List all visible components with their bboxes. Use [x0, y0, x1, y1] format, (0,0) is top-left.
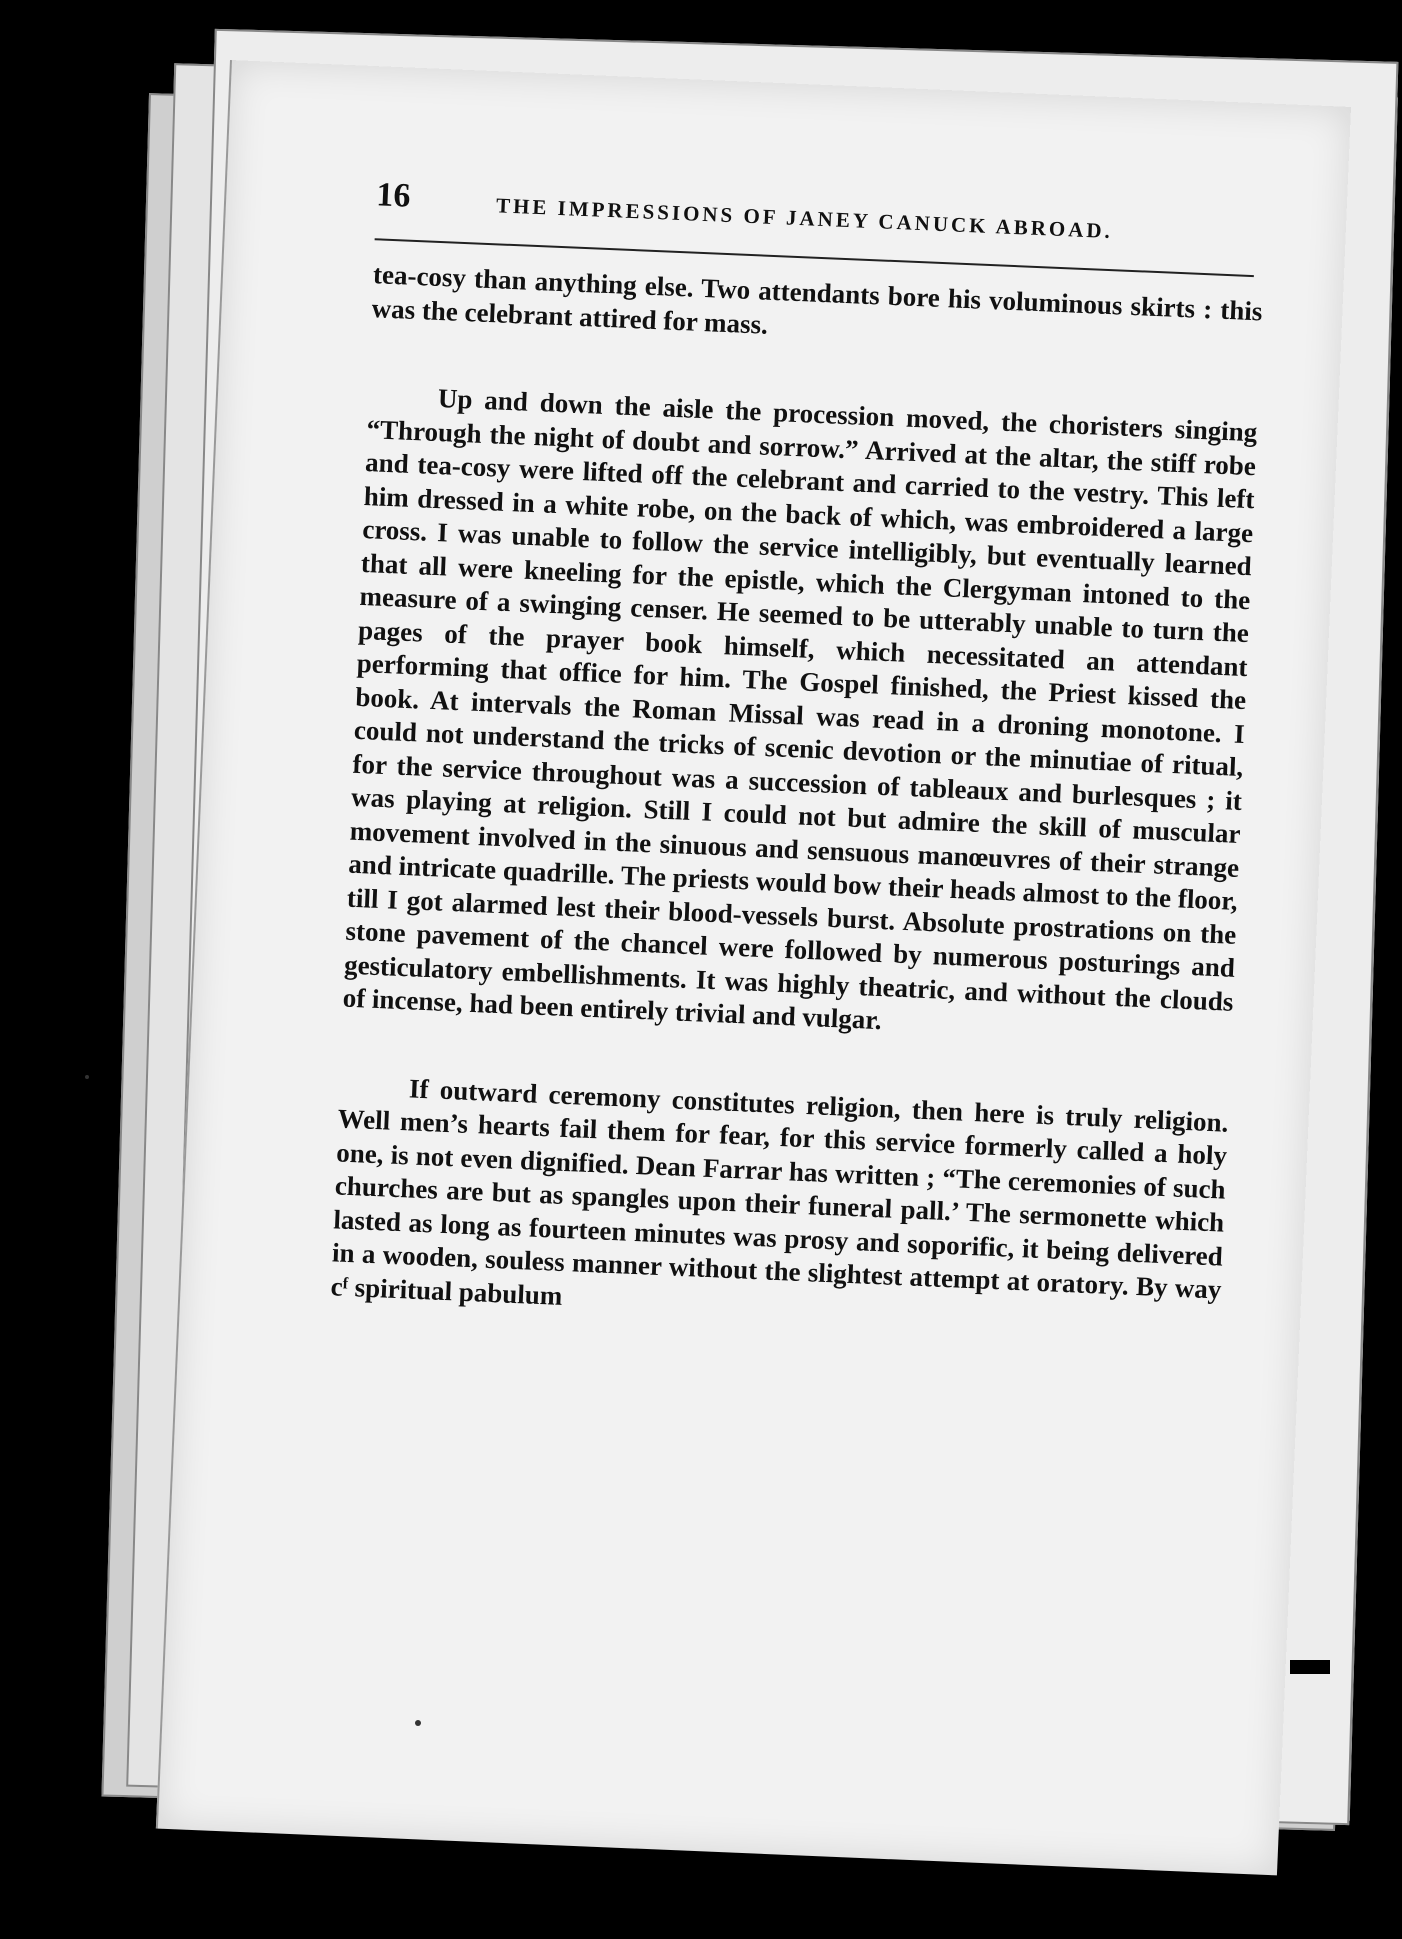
- page-clip-mark: [1290, 1660, 1330, 1674]
- ink-speck: [85, 1075, 89, 1079]
- ink-speck: [415, 1720, 421, 1726]
- running-head: THE IMPRESSIONS OF JANEY CANUCK ABROAD.: [495, 193, 1114, 244]
- body-text: [328, 258, 1263, 1394]
- book-page: [156, 60, 1351, 1875]
- paragraph-continuation: tea-cosy than anything else. Two attendants bore his voluminous skirts : this was the celebrant attired for mass.: [371, 259, 1264, 340]
- paragraph-procession: Up and down the aisle the procession moved, the choristers singing “Through the night of doubt and sorrow.” Arrived at the altar, the stiff robe and tea-cosy were lifted off the celebrant and carried to the vestry. This left him dressed in a white robe, on the back of which, was embroidered a large cross. I was unable to follow the service intelligibly, but eventually learned that all were kneeling for the epistle, which the Clergyman intoned to the measure of a swinging censer. He seemed to be utterably unable to turn the pages of the prayer book himself, which necessitated an attendant performing that office for him. The Gospel finished, the Priest kissed the book. At intervals the Roman Missal was read in a droning monotone. I could not understand the tricks of scenic devotion or the minutiae of ritual, for the service throughout was a succession of tableaux and burlesques ; it was playing at religion. Still I could not but admire the skill of muscular movement involved in the sinuous and sensuous manœuvres of their strange and intricate quadrille. The priests would bow their heads almost to the floor, till I got alarmed lest their blood-vessels burst. Absolute prostrations on the stone pavement of the chancel were followed by numerous posturings and gesticulatory embellishments. It was highly theatric, and without the clouds of incense, had been entirely trivial and vulgar.: [342, 383, 1258, 1036]
- paragraph-ceremony: If outward ceremony constitutes religion, then here is truly religion. Well men’s hearts fail them for fear, for this service formerly called a holy one, is not even dignified. Dean Farrar has written ; “The ceremonies of such churches are but as spangles upon their funeral pall.’ The sermonette which lasted as long as fourteen minutes was prosy and soporific, it being delivered in a wooden, souless manner without the slightest attempt at oratory. By way cᶠ spiritual pabulum: [330, 1072, 1230, 1311]
- page-number: 16: [375, 176, 412, 215]
